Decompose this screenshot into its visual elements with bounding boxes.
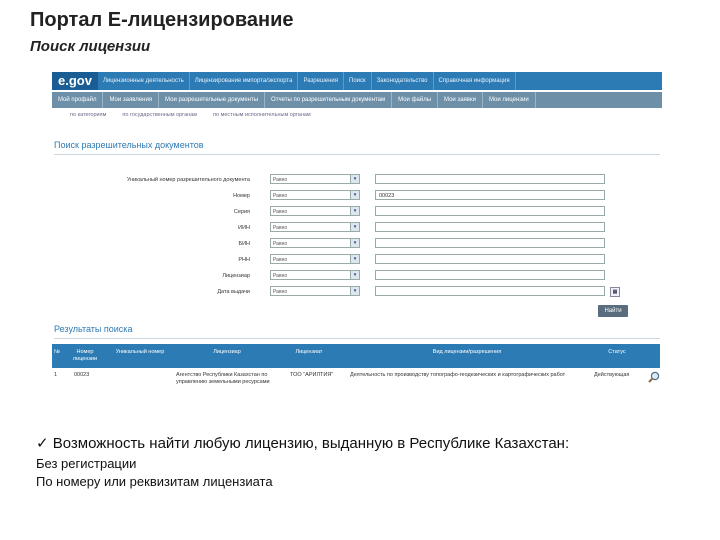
divider (54, 338, 660, 339)
issue-date-input[interactable] (375, 286, 605, 296)
portal-screenshot (52, 72, 662, 402)
sub-nav-files[interactable]: Мои файлы (392, 92, 438, 108)
form-row (52, 206, 662, 218)
col-header-status: Статус (608, 349, 626, 355)
bullet-main: ✓ Возможность найти любую лицензию, выданную в Республике Казахстан: (36, 435, 570, 452)
chevron-down-icon: ▾ (350, 239, 359, 247)
form-row (52, 270, 662, 282)
search-section-title: Поиск разрешительных документов (54, 140, 204, 150)
form-row (52, 174, 662, 186)
bullet-item: По номеру или реквизитам лицензиата (36, 474, 273, 489)
table-row[interactable] (52, 370, 660, 398)
chevron-down-icon: ▾ (350, 255, 359, 263)
sub-nav-requests[interactable]: Мои заявки (438, 92, 483, 108)
chevron-down-icon: ▾ (350, 175, 359, 183)
unique-number-input[interactable] (375, 174, 605, 184)
col-header-num: № (54, 349, 60, 355)
field-label: Уникальный номер разрешительного документа (126, 177, 250, 183)
form-row (52, 190, 662, 202)
top-nav-item-import-export[interactable]: Лицензирование импорта/экспорта (190, 72, 299, 90)
number-input[interactable]: 00023 (375, 190, 605, 200)
top-nav-item-legislation[interactable]: Законодательство (372, 72, 434, 90)
iin-input[interactable] (375, 222, 605, 232)
chevron-down-icon: ▾ (350, 223, 359, 231)
field-label: Дата выдачи (217, 289, 250, 295)
operator-select[interactable]: Равно ▾ (270, 190, 360, 200)
search-tabs (62, 110, 319, 120)
top-nav-item-licensing[interactable]: Лицензионные деятельность (98, 72, 190, 90)
field-label: Серия (233, 209, 250, 215)
divider (54, 154, 660, 155)
operator-select[interactable]: Равно ▾ (270, 206, 360, 216)
top-nav-item-search[interactable]: Поиск (344, 72, 372, 90)
field-label: Номер (233, 193, 250, 199)
tab-by-category[interactable]: по категориям (70, 112, 107, 118)
results-title: Результаты поиска (54, 324, 133, 334)
form-row (52, 254, 662, 266)
operator-select[interactable]: Равно ▾ (270, 286, 360, 296)
col-header-license-type: Вид лицензии/разрешения (432, 349, 502, 355)
cell-license-type: Деятельность по производству топографо-геодезических и картографических работ (350, 372, 566, 378)
licensor-input[interactable] (375, 270, 605, 280)
col-header-licensee: Лицензиат (295, 349, 323, 355)
magnifier-icon[interactable] (648, 371, 660, 383)
sub-nav-profile[interactable]: Мой профайл (52, 92, 103, 108)
operator-select[interactable]: Равно ▾ (270, 238, 360, 248)
operator-select[interactable]: Равно ▾ (270, 254, 360, 264)
cell-num: 1 (54, 372, 58, 378)
field-label: Лицензиар (222, 273, 250, 279)
operator-select[interactable]: Равно ▾ (270, 222, 360, 232)
field-label: БИН (238, 241, 250, 247)
col-header-license-number: Номер лицензии (72, 349, 98, 362)
slide-subtitle: Поиск лицензии (30, 38, 151, 55)
series-input[interactable] (375, 206, 605, 216)
field-label: РНН (238, 257, 250, 263)
form-row (52, 238, 662, 250)
sub-nav-licenses[interactable]: Мои лицензии (483, 92, 536, 108)
cell-status: Действующая (594, 372, 630, 378)
sub-nav-applications[interactable]: Мои заявления (103, 92, 159, 108)
top-nav-item-reference[interactable]: Справочная информация (434, 72, 516, 90)
col-header-unique-number: Уникальный номер (115, 349, 165, 355)
rnn-input[interactable] (375, 254, 605, 264)
bullet-item: Без регистрации (36, 456, 137, 471)
col-header-licensor: Лицензиар (213, 349, 241, 355)
egov-logo[interactable]: e.gov (52, 72, 98, 90)
calendar-icon[interactable]: ▦ (610, 287, 620, 297)
operator-select[interactable]: Равно ▾ (270, 270, 360, 280)
sub-nav-reports[interactable]: Отчеты по разрешительным документам (265, 92, 392, 108)
field-label: ИИН (238, 225, 250, 231)
results-table-header (52, 344, 660, 368)
top-nav-item-permits[interactable]: Разрешения (298, 72, 344, 90)
cell-license-number: 00023 (74, 372, 90, 378)
chevron-down-icon: ▾ (350, 207, 359, 215)
chevron-down-icon: ▾ (350, 271, 359, 279)
cell-licensor: Агентство Республики Казахстан по управлению земельными ресурсами (176, 372, 270, 385)
form-row (52, 222, 662, 234)
sub-nav (52, 92, 662, 108)
chevron-down-icon: ▾ (350, 191, 359, 199)
cell-licensee: ТОО "АРИЛТИЯ" (290, 372, 334, 378)
operator-select[interactable]: Равно ▾ (270, 174, 360, 184)
sub-nav-permits[interactable]: Мои разрешительные документы (159, 92, 265, 108)
chevron-down-icon: ▾ (350, 287, 359, 295)
tab-by-local-agency[interactable]: по местным исполнительным органам (213, 112, 311, 118)
find-button[interactable]: Найти (598, 305, 628, 317)
form-row (52, 286, 662, 298)
slide-title: Портал Е-лицензирование (30, 9, 294, 31)
bin-input[interactable] (375, 238, 605, 248)
tab-by-state-agency[interactable]: по государственным органам (122, 112, 198, 118)
top-nav (52, 72, 662, 90)
